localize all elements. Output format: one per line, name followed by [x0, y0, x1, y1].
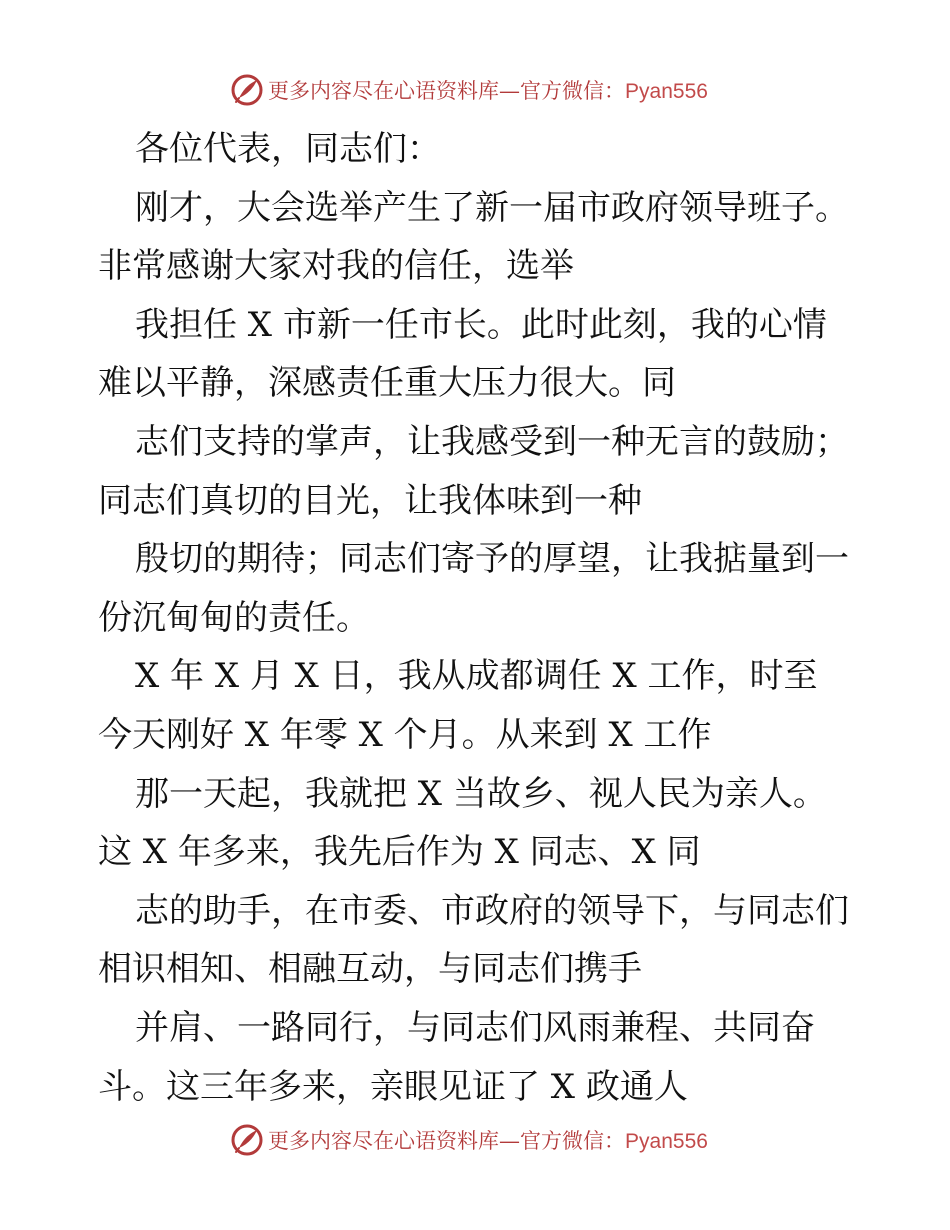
- text-line: 相识相知、相融互动，与同志们携手: [98, 949, 642, 990]
- text-line: 同志们真切的目光，让我体味到一种: [98, 480, 642, 521]
- text-line: 各位代表，同志们：: [135, 129, 441, 169]
- text-line: 难以平静，深感责任重大压力很大。同: [98, 363, 676, 404]
- feather-pen-seal-icon: [230, 73, 264, 107]
- speech-body: [98, 120, 858, 1116]
- text-line: 今天刚好 X 年零 X 个月。从来到 X 工作: [98, 714, 712, 755]
- text-line: 志的助手，在市委、市政府的领导下，与同志们: [135, 890, 849, 931]
- watermark-text: 更多内容尽在心语资料库—官方微信：Pyan556: [268, 79, 708, 103]
- text-line: 并肩、一路同行，与同志们风雨兼程、共同奋: [135, 1007, 815, 1048]
- feather-pen-seal-icon: [230, 1123, 264, 1157]
- text-line: 这 X 年多来，我先后作为 X 同志、X 同: [98, 832, 701, 873]
- footer-watermark: [0, 1118, 950, 1162]
- text-line: 殷切的期待；同志们寄予的厚望，让我掂量到一: [135, 539, 849, 580]
- watermark-wechat-handle: Pyan556: [625, 80, 708, 103]
- text-line: 我担任 X 市新一任市长。此时此刻，我的心情: [135, 304, 827, 345]
- text-line: 那一天起，我就把 X 当故乡、视人民为亲人。: [135, 773, 827, 814]
- text-line: 志们支持的掌声，让我感受到一种无言的鼓励；: [135, 421, 849, 462]
- header-watermark: [0, 68, 950, 112]
- watermark-text: 更多内容尽在心语资料库—官方微信：Pyan556: [268, 1129, 708, 1153]
- text-line: 斗。这三年多来，亲眼见证了 X 政通人: [98, 1066, 688, 1107]
- watermark-wechat-handle: Pyan556: [625, 1130, 708, 1153]
- text-line: X 年 X 月 X 日，我从成都调任 X 工作，时至: [135, 656, 818, 697]
- text-line: 刚才，大会选举产生了新一届市政府领导班子。: [135, 187, 849, 228]
- text-line: 份沉甸甸的责任。: [98, 597, 370, 638]
- text-line: 非常感谢大家对我的信任，选举: [98, 246, 574, 287]
